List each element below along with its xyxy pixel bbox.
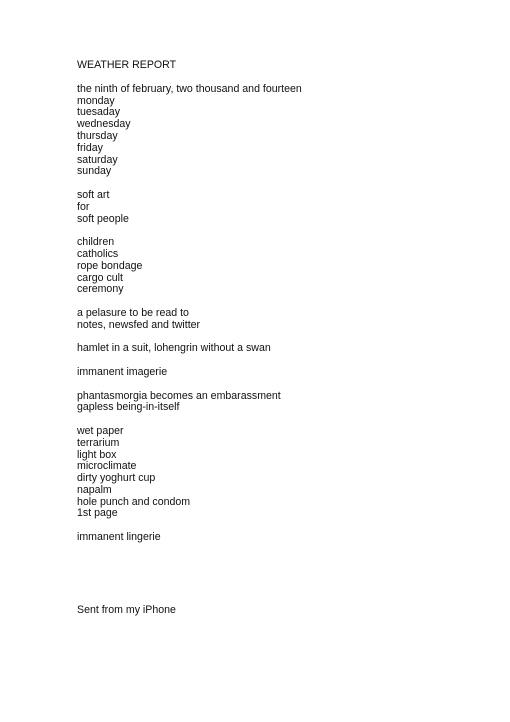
poem-line: immanent lingerie xyxy=(77,531,161,544)
poem-line: ceremony xyxy=(77,283,124,296)
poem-line: a pelasure to be read to xyxy=(77,306,189,319)
poem-line: soft people xyxy=(77,212,129,225)
stanza-8 xyxy=(77,426,477,520)
poem-line: monday xyxy=(77,94,115,107)
poem-body xyxy=(77,60,477,556)
stanza-3 xyxy=(77,237,477,296)
poem-line: gapless being-in-itself xyxy=(77,401,180,414)
poem-line: for xyxy=(77,200,90,213)
poem-line: terrarium xyxy=(77,436,120,449)
poem-line: wet paper xyxy=(77,424,124,437)
poem-line: saturday xyxy=(77,153,118,166)
stanza-7 xyxy=(77,391,477,415)
poem-line: hole punch and condom xyxy=(77,495,191,508)
stanza-2 xyxy=(77,190,477,225)
stanza-9 xyxy=(77,532,477,544)
poem-line: phantasmorgia becomes an embarassment xyxy=(77,389,281,402)
poem-line: hamlet in a suit, lohengrin without a swan xyxy=(77,342,271,355)
poem-line: microclimate xyxy=(77,460,137,473)
poem-line: soft art xyxy=(77,188,110,201)
poem-line: notes, newsfed and twitter xyxy=(77,318,201,331)
poem-line: sunday xyxy=(77,165,112,178)
stanza-1 xyxy=(77,84,477,178)
poem-line: tuesaday xyxy=(77,106,120,119)
poem-line: friday xyxy=(77,141,103,154)
email-signature: Sent from my iPhone xyxy=(77,604,176,616)
poem-line: light box xyxy=(77,448,117,461)
poem-line: cargo cult xyxy=(77,271,123,284)
poem-line: dirty yoghurt cup xyxy=(77,472,156,485)
stanza-5 xyxy=(77,343,477,355)
poem-line: children xyxy=(77,236,115,249)
poem-line: catholics xyxy=(77,247,119,260)
poem-line: 1st page xyxy=(77,507,118,520)
poem-line: the ninth of february, two thousand and fourteen xyxy=(77,82,302,95)
poem-line: immanent imagerie xyxy=(77,365,168,378)
poem-line: napalm xyxy=(77,483,112,496)
poem-line: wednesday xyxy=(77,118,131,131)
stanza-4 xyxy=(77,308,477,332)
poem-line: thursday xyxy=(77,129,118,142)
stanza-6 xyxy=(77,367,477,379)
poem-title: WEATHER REPORT xyxy=(77,59,177,71)
poem-line: rope bondage xyxy=(77,259,143,272)
